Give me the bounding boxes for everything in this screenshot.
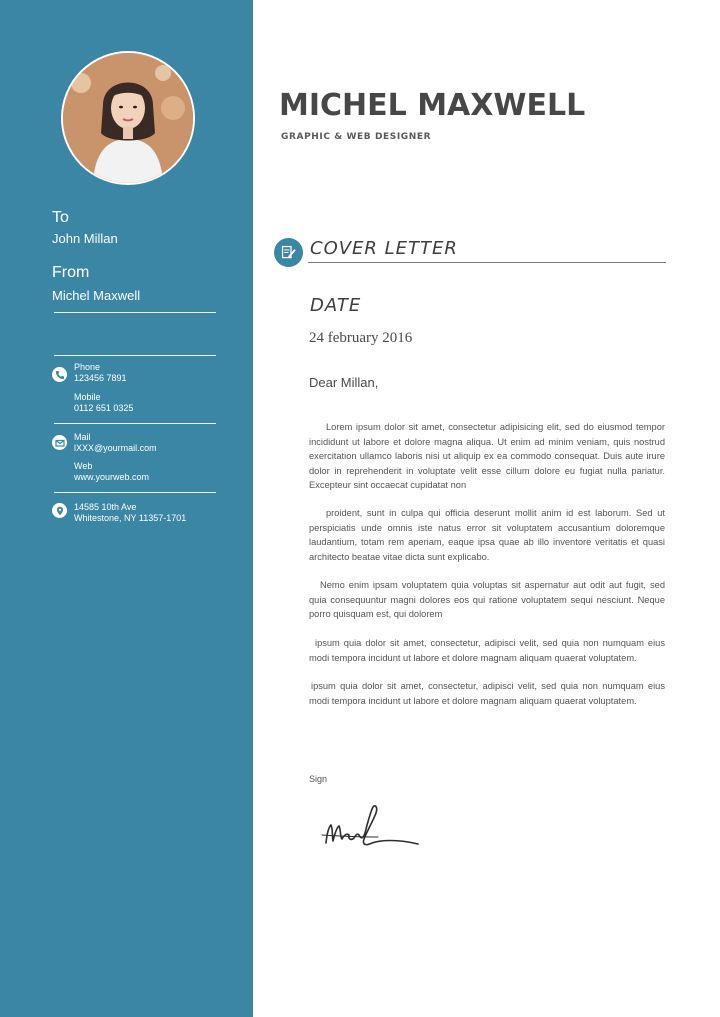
section-title: COVER LETTER [310, 238, 458, 259]
mail-icon [52, 435, 67, 450]
letter-paragraph: Nemo enim ipsam voluptatem quia voluptas sit aspernatur aut odit aut fugit, sed quia consequuntur magni dolores eos qui ratione voluptatem sequi nesciunt. Neque porro quisquam est, qui dolorem [309, 580, 665, 619]
phone-label: Phone [74, 362, 101, 372]
date-heading: DATE [310, 295, 362, 316]
sidebar [0, 0, 253, 1017]
to-label: To [52, 209, 69, 226]
address-line1: 14585 10th Ave [74, 502, 137, 512]
letter-paragraph: proident, sunt in culpa qui officia deserunt mollit anim id est laborum. Sed ut perspiciatis unde omnis iste natus error sit voluptatem accusantium doloremque laudantium, totam rem aperiam, eaque ipsa quae ab illo inventore veritatis et quasi architecto beatae vitae dicta sunt explicabo. [309, 508, 665, 562]
web-label: Web [74, 461, 93, 471]
profile-photo [61, 51, 195, 185]
sidebar-divider [54, 355, 216, 356]
mail-value: lXXX@yourmail.com [74, 443, 157, 453]
letter-paragraph: Lorem ipsum dolor sit amet, consectetur adipisicing elit, sed do eiusmod tempor incididunt ut labore et dolore magna aliqua. Ut enim ad minim veniam, quis nostrud exercitation ullamco laboris nisi ut aliquip ex ea commodo consequat. Duis aute irure dolor in reprehenderit in voluptate velit esse cillum dolore eu fugiat nulla pariatur. Excepteur sint occaecat cupidatat non [309, 422, 665, 490]
edit-document-icon [274, 238, 303, 267]
sidebar-divider [54, 492, 216, 493]
sign-label: Sign [309, 774, 328, 784]
letter-paragraph: ipsum quia dolor sit amet, consectetur, adipisci velit, sed quia non numquam eius modi tempora incidunt ut labore et dolore magnam aliquam quaerat voluptatem. [309, 681, 665, 706]
mobile-value: 0112 651 0325 [74, 403, 134, 413]
salutation: Dear Millan, [309, 375, 379, 390]
profile-photo-illustration [63, 53, 193, 183]
from-label: From [52, 264, 90, 281]
phone-value: 123456 7891 [74, 373, 127, 383]
phone-icon [52, 367, 67, 382]
location-pin-icon [52, 503, 67, 518]
to-name: John Millan [52, 231, 118, 246]
sidebar-divider [54, 312, 216, 313]
date-value: 24 february 2016 [309, 330, 413, 346]
signature-image [318, 795, 428, 855]
mobile-label: Mobile [74, 392, 101, 402]
section-underline [308, 262, 666, 263]
address-line2: Whitestone, NY 11357-1701 [74, 513, 187, 523]
applicant-role: GRAPHIC & WEB DESIGNER [281, 132, 432, 142]
sidebar-divider [54, 423, 216, 424]
applicant-name: MICHEL MAXWELL [279, 88, 586, 123]
mail-label: Mail [74, 432, 91, 442]
from-name: Michel Maxwell [52, 288, 141, 303]
web-value: www.yourweb.com [74, 472, 150, 482]
letter-paragraph: ipsum quia dolor sit amet, consectetur, adipisci velit, sed quia non numquam eius modi tempora incidunt ut labore et dolore magnam aliquam quaerat voluptatem. [309, 638, 665, 663]
